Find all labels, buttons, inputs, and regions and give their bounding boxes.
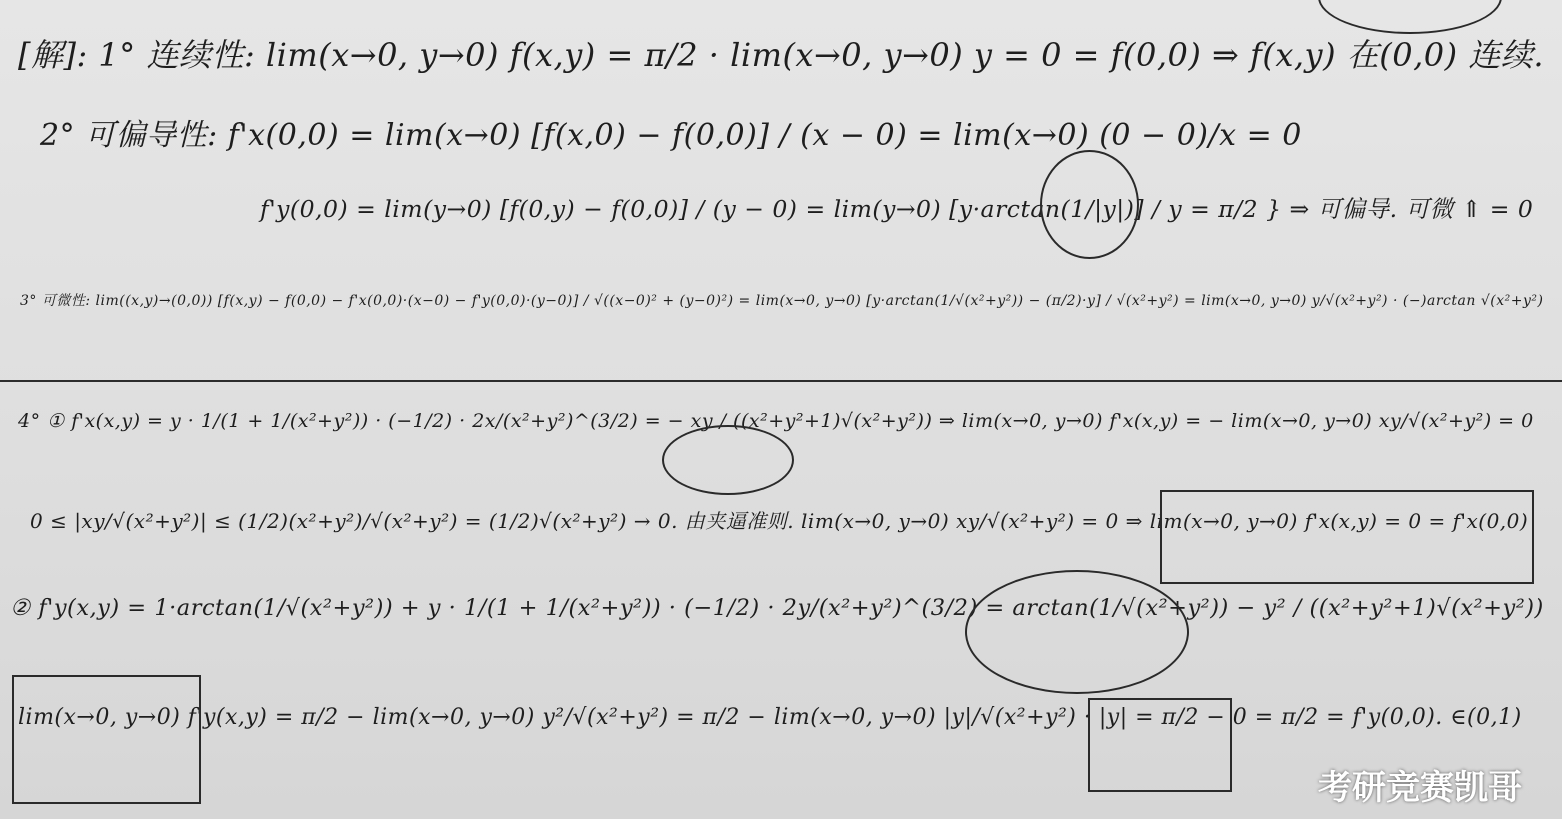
line-6-squeeze: 0 ≤ |xy/√(x²+y²)| ≤ (1/2)(x²+y²)/√(x²+y²) = (1/2)√(x²+y²) → 0. 由夹逼准则. lim(x→0, y→0) xy/√(x²+y²) = 0 ⇒ lim(x→0, y→0) f'x(x,y) = 0 = f'x(0,0)	[30, 509, 1529, 533]
line-2-partial-x: 2° 可偏导性: f'x(0,0) = lim(x→0) [f(x,0) − f(0,0)] / (x − 0) = lim(x→0) (0 − 0)/x = 0	[40, 118, 1302, 153]
line-1-continuity: [解]: 1° 连续性: lim(x→0, y→0) f(x,y) = π/2 · lim(x→0, y→0) y = 0 = f(0,0) ⇒ f(x,y) 在(0,0) 连续.	[18, 36, 1544, 74]
circled-pi-over-2	[1040, 150, 1139, 259]
line-3-partial-y: f'y(0,0) = lim(y→0) [f(0,y) − f(0,0)] / (y − 0) = lim(y→0) [y·arctan(1/|y|)] / y = π/2 } ⇒ 可偏导. 可微 ⇑ = 0	[260, 195, 1534, 223]
boxed-fy-origin	[1088, 698, 1232, 792]
circled-fraction	[965, 570, 1189, 694]
circled-denominator	[662, 425, 794, 495]
line-8-limit-fy: lim(x→0, y→0) f'y(x,y) = π/2 − lim(x→0, y→0) y²/√(x²+y²) = π/2 − lim(x→0, y→0) |y|/√(x²+y²) · |y| = π/2 − 0 = π/2 = f'y(0,0). ∈(0,1)	[18, 705, 1522, 730]
watermark-text: 考研竞赛凯哥	[1318, 768, 1522, 808]
boxed-limit-fy	[12, 675, 201, 804]
line-7-fy-derivative: ② f'y(x,y) = 1·arctan(1/√(x²+y²)) + y · 1/(1 + 1/(x²+y²)) · (−1/2) · 2y/(x²+y²)^(3/2) = arctan(1/√(x²+y²)) − y² / ((x²+y²+1)√(x²+y²))	[10, 595, 1544, 621]
boxed-limit-fx	[1160, 490, 1534, 584]
corner-arc-mark	[1318, 0, 1502, 34]
divider-rule	[0, 380, 1562, 382]
line-5-fx-derivative: 4° ① f'x(x,y) = y · 1/(1 + 1/(x²+y²)) · (−1/2) · 2x/(x²+y²)^(3/2) = − xy / ((x²+y²+1)√(x²+y²)) ⇒ lim(x→0, y→0) f'x(x,y) = − lim(x→0, y→0) xy/√(x²+y²) = 0	[18, 410, 1534, 432]
line-4-differentiability: 3° 可微性: lim((x,y)→(0,0)) [f(x,y) − f(0,0) − f'x(0,0)·(x−0) − f'y(0,0)·(y−0)] / √((x−0)² + (y−0)²) = lim(x→0, y→0) [y·arctan(1/√(x²+y²)) − (π/2)·y] / √(x²+y²) = lim(x→0, y→0) y/√(x²+y²) · (−)arctan √(x²+y²)	[20, 293, 1544, 309]
